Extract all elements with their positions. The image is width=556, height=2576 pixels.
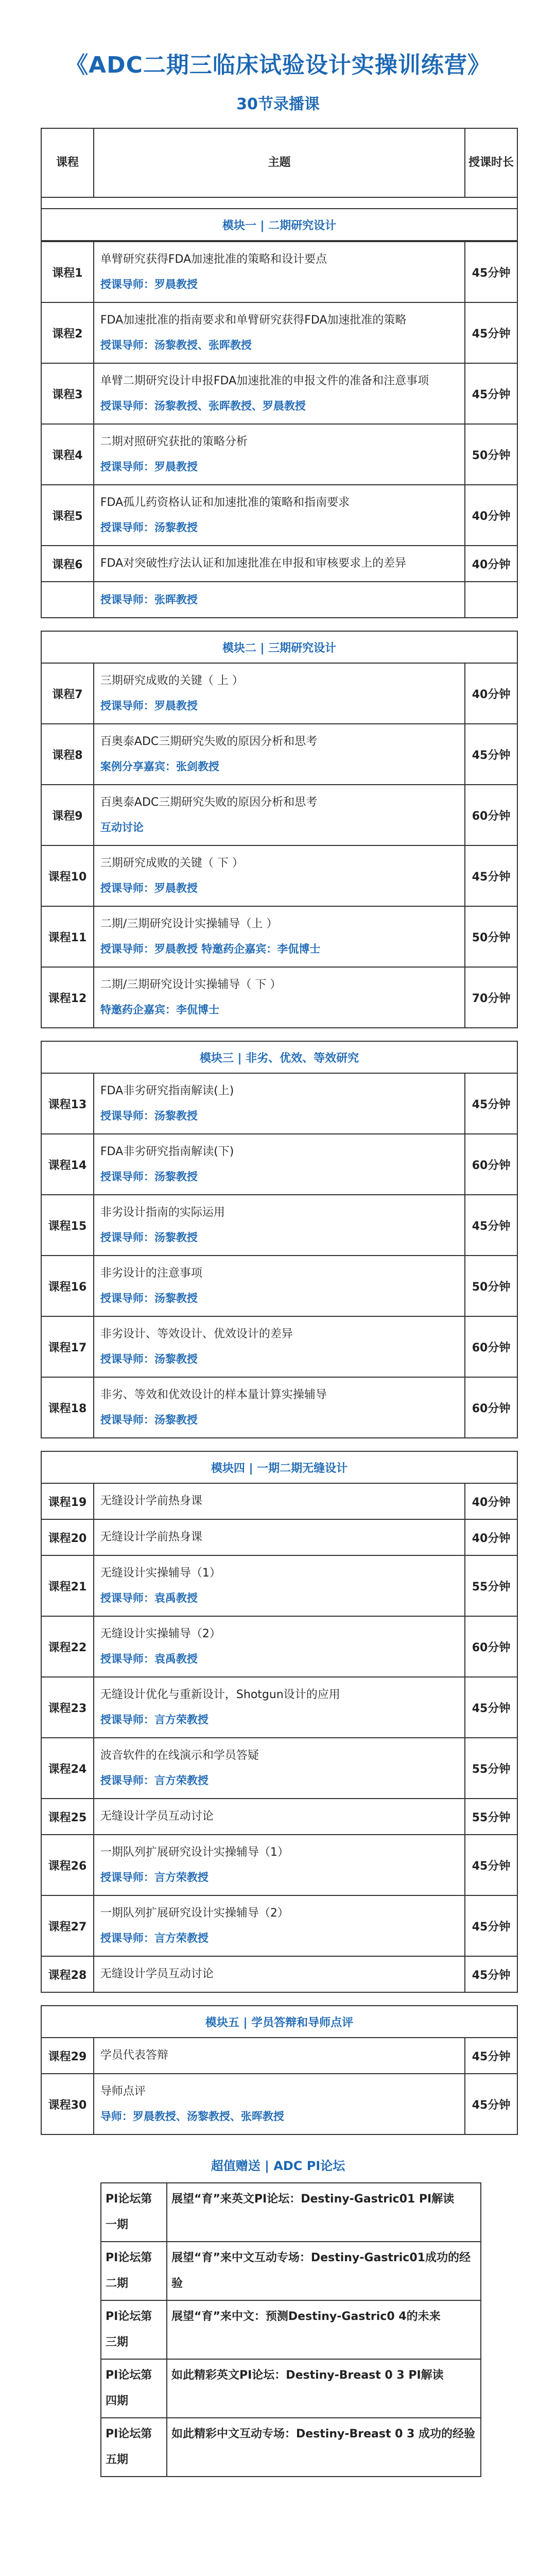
course-topic: 波音软件的在线演示和学员答疑 xyxy=(100,1749,259,1762)
course-duration: 45分钟 xyxy=(465,242,517,302)
pi-forum-label: PI论坛第一期 xyxy=(101,2183,167,2242)
course-id: 课程11 xyxy=(41,906,94,967)
course-id: 课程7 xyxy=(41,663,94,724)
course-topic-cell xyxy=(94,546,465,582)
module-label: 模块四 | 一期二期无缝设计 xyxy=(41,1451,517,1483)
pi-forum-topic: 展望“育”来英文PI论坛：Destiny-Gastric01 PI解读 xyxy=(167,2183,481,2242)
spacer-cell xyxy=(41,1028,517,1041)
pi-forum-title: 超值赠送 | ADC PI论坛 xyxy=(211,2159,345,2173)
module-row xyxy=(41,209,517,241)
course-topic-cell xyxy=(94,724,465,785)
course-topic-cell xyxy=(94,1895,465,1956)
module-row xyxy=(41,2006,517,2038)
table-row xyxy=(41,1073,517,1134)
table-row xyxy=(41,1316,517,1377)
course-topic: 学员代表答辩 xyxy=(100,2049,168,2062)
spacer-cell xyxy=(41,1438,517,1451)
course-id: 课程3 xyxy=(41,363,94,424)
course-duration: 40分钟 xyxy=(465,1519,517,1555)
course-topic: 无缝设计优化与重新设计，Shotgun设计的应用 xyxy=(100,1688,340,1701)
table-row xyxy=(41,242,517,302)
course-duration xyxy=(465,582,517,618)
course-duration: 70分钟 xyxy=(465,967,517,1028)
course-duration: 50分钟 xyxy=(465,1256,517,1316)
course-id: 课程30 xyxy=(41,2074,94,2134)
course-duration: 45分钟 xyxy=(465,1073,517,1134)
course-teacher: 授课导师：汤黎教授、张晖教授 xyxy=(100,339,252,351)
course-duration: 60分钟 xyxy=(465,1616,517,1677)
course-id: 课程23 xyxy=(41,1677,94,1738)
course-duration: 45分钟 xyxy=(465,1956,517,1992)
table-row xyxy=(41,485,517,546)
course-topic: 非劣设计的注意事项 xyxy=(100,1267,202,1280)
course-duration: 45分钟 xyxy=(465,724,517,785)
spacer xyxy=(41,1028,517,1041)
page-subtitle: 30节录播课 xyxy=(236,95,320,113)
module-label: 模块五 | 学员答辩和导师点评 xyxy=(41,2006,517,2038)
course-topic-cell xyxy=(94,242,465,302)
course-topic: 单臂二期研究设计申报FDA加速批准的申报文件的准备和注意事项 xyxy=(100,375,429,387)
pi-forum-label: PI论坛第五期 xyxy=(101,2418,167,2477)
course-id: 课程29 xyxy=(41,2038,94,2074)
table-row xyxy=(41,967,517,1028)
course-id: 课程2 xyxy=(41,302,94,363)
table-row xyxy=(41,1835,517,1895)
pi-forum-label: PI论坛第三期 xyxy=(101,2300,167,2359)
course-duration: 55分钟 xyxy=(465,1799,517,1835)
course-topic: 单臂研究获得FDA加速批准的策略和设计要点 xyxy=(100,253,327,266)
course-duration: 55分钟 xyxy=(465,1555,517,1616)
course-duration: 45分钟 xyxy=(465,363,517,424)
table-row xyxy=(41,845,517,906)
table-row xyxy=(41,663,517,724)
table-row xyxy=(41,1195,517,1256)
course-teacher: 授课导师：袁禹教授 xyxy=(100,1592,198,1604)
course-topic: FDA孤儿药资格认证和加速批准的策略和指南要求 xyxy=(100,496,350,509)
course-teacher: 导师：罗晨教授、汤黎教授、张晖教授 xyxy=(100,2110,284,2123)
course-teacher: 授课导师：罗晨教授 特邀药企嘉宾：李侃博士 xyxy=(100,943,321,955)
course-teacher: 授课导师：汤黎教授 xyxy=(100,1292,198,1304)
course-teacher: 授课导师：罗晨教授 xyxy=(100,700,198,712)
course-teacher: 授课导师：汤黎教授 xyxy=(100,1171,198,1183)
pi-forum-topic: 如此精彩中文互动专场：Destiny-Breast 0 3 成功的经验 xyxy=(167,2418,481,2477)
course-topic: 二期/三期研究设计实操辅导（ 下 ） xyxy=(100,978,282,991)
course-teacher: 互动讨论 xyxy=(100,821,144,834)
course-teacher: 授课导师：罗晨教授 xyxy=(100,461,198,473)
spacer xyxy=(41,197,517,209)
course-duration: 45分钟 xyxy=(465,2038,517,2074)
course-teacher: 授课导师：汤黎教授 xyxy=(100,1231,198,1244)
table-row xyxy=(41,1616,517,1677)
course-teacher: 授课导师：汤黎教授 xyxy=(100,1110,198,1122)
table-row xyxy=(41,363,517,424)
table-row xyxy=(41,1134,517,1195)
course-id: 课程14 xyxy=(41,1134,94,1195)
course-topic: 一期队列扩展研究设计实操辅导（1） xyxy=(100,1846,289,1859)
course-duration: 40分钟 xyxy=(465,546,517,582)
course-topic-cell xyxy=(94,663,465,724)
table-row xyxy=(41,1256,517,1316)
course-topic-cell xyxy=(94,485,465,546)
course-id xyxy=(41,582,94,618)
course-topic-cell xyxy=(94,1519,465,1555)
table-row xyxy=(41,1895,517,1956)
course-duration: 60分钟 xyxy=(465,785,517,845)
pi-forum-label: PI论坛第二期 xyxy=(101,2242,167,2300)
spacer xyxy=(41,1992,517,2006)
course-id: 课程22 xyxy=(41,1616,94,1677)
course-id: 课程15 xyxy=(41,1195,94,1256)
table-row xyxy=(41,906,517,967)
pi-forum-row xyxy=(101,2359,481,2418)
spacer xyxy=(41,618,517,631)
course-topic: 三期研究成败的关键（ 下 ） xyxy=(100,857,244,870)
course-topic: FDA非劣研究指南解读(下) xyxy=(100,1145,234,1158)
course-duration: 45分钟 xyxy=(465,845,517,906)
course-topic: 非劣设计指南的实际运用 xyxy=(100,1206,225,1219)
table-row xyxy=(41,724,517,785)
course-id: 课程12 xyxy=(41,967,94,1028)
course-topic: FDA非劣研究指南解读(上) xyxy=(100,1084,234,1097)
course-id: 课程25 xyxy=(41,1799,94,1835)
course-id: 课程28 xyxy=(41,1956,94,1992)
course-topic-cell xyxy=(94,785,465,845)
pi-forum-row xyxy=(101,2300,481,2359)
module-label: 模块二 | 三期研究设计 xyxy=(41,631,517,663)
course-teacher: 案例分享嘉宾：张剑教授 xyxy=(100,760,219,773)
course-topic-cell xyxy=(94,1134,465,1195)
course-topic-cell xyxy=(94,1555,465,1616)
page-title: 《ADC二期三临床试验设计实操训练营》 xyxy=(65,52,491,78)
course-id: 课程5 xyxy=(41,485,94,546)
pi-forum-row xyxy=(101,2242,481,2300)
course-topic-cell xyxy=(94,1835,465,1895)
course-topic: 无缝设计学前热身课 xyxy=(100,1495,202,1507)
course-teacher: 授课导师：言方荣教授 xyxy=(100,1871,208,1884)
course-topic: 无缝设计学员互动讨论 xyxy=(100,1968,214,1980)
course-duration: 60分钟 xyxy=(465,1377,517,1438)
table-row xyxy=(41,302,517,363)
course-id: 课程10 xyxy=(41,845,94,906)
course-topic-cell xyxy=(94,906,465,967)
table-header-row xyxy=(41,128,517,197)
pi-forum-row xyxy=(101,2183,481,2242)
course-topic: 无缝设计实操辅导（1） xyxy=(100,1567,221,1580)
course-topic: 无缝设计学前热身课 xyxy=(100,1531,202,1544)
course-topic-cell xyxy=(94,2074,465,2134)
pi-forum-row xyxy=(101,2418,481,2477)
course-teacher: 授课导师：袁禹教授 xyxy=(100,1653,198,1665)
course-topic: FDA加速批准的指南要求和单臂研究获得FDA加速批准的策略 xyxy=(100,314,407,327)
course-topic: 二期对照研究获批的策略分析 xyxy=(100,435,248,448)
course-topic: 无缝设计学员互动讨论 xyxy=(100,1810,214,1823)
spacer xyxy=(41,1438,517,1451)
module-row xyxy=(41,631,517,663)
course-topic-cell xyxy=(94,1799,465,1835)
header-course: 课程 xyxy=(41,128,94,197)
pi-forum-label: PI论坛第四期 xyxy=(101,2359,167,2418)
course-id: 课程1 xyxy=(41,242,94,302)
course-topic: 一期队列扩展研究设计实操辅导（2） xyxy=(100,1907,289,1920)
course-teacher: 授课导师：汤黎教授 xyxy=(100,1353,198,1365)
course-teacher: 授课导师：汤黎教授 xyxy=(100,1414,198,1426)
course-topic-cell xyxy=(94,1195,465,1256)
pi-forum-topic: 展望“育”来中文互动专场：Destiny-Gastric01成功的经验 xyxy=(167,2242,481,2300)
table-row xyxy=(41,1677,517,1738)
course-topic: 百奥泰ADC三期研究失败的原因分析和思考 xyxy=(100,796,318,809)
course-teacher: 授课导师：言方荣教授 xyxy=(100,1932,208,1944)
course-topic-cell xyxy=(94,1256,465,1316)
course-duration: 45分钟 xyxy=(465,302,517,363)
table-row xyxy=(41,2038,517,2074)
course-id: 课程27 xyxy=(41,1895,94,1956)
course-duration: 40分钟 xyxy=(465,663,517,724)
course-teacher: 授课导师：言方荣教授 xyxy=(100,1714,208,1726)
course-topic-cell xyxy=(94,1738,465,1799)
course-topic: 二期/三期研究设计实操辅导（上 ） xyxy=(100,918,278,930)
course-topic-cell xyxy=(94,1616,465,1677)
table-row xyxy=(41,785,517,845)
table-row xyxy=(41,1377,517,1438)
course-id: 课程8 xyxy=(41,724,94,785)
course-topic-cell xyxy=(94,1073,465,1134)
course-id: 课程26 xyxy=(41,1835,94,1895)
table-row xyxy=(41,424,517,485)
pi-forum-topic: 展望“育”来中文：预测Destiny-Gastric0 4的未来 xyxy=(167,2300,481,2359)
course-topic: 无缝设计实操辅导（2） xyxy=(100,1628,221,1640)
course-duration: 40分钟 xyxy=(465,1483,517,1519)
header-duration: 授课时长 xyxy=(465,128,517,197)
course-topic-cell xyxy=(94,845,465,906)
course-id: 课程16 xyxy=(41,1256,94,1316)
course-duration: 45分钟 xyxy=(465,1195,517,1256)
course-topic-cell xyxy=(94,2038,465,2074)
course-topic-cell xyxy=(94,424,465,485)
course-duration: 40分钟 xyxy=(465,485,517,546)
course-topic-cell xyxy=(94,1677,465,1738)
course-teacher: 授课导师：言方荣教授 xyxy=(100,1774,208,1787)
course-id: 课程19 xyxy=(41,1483,94,1519)
module-row xyxy=(41,1041,517,1073)
course-duration: 60分钟 xyxy=(465,1134,517,1195)
course-duration: 50分钟 xyxy=(465,906,517,967)
module-row xyxy=(41,1451,517,1483)
course-duration: 55分钟 xyxy=(465,1738,517,1799)
module-label: 模块三 | 非劣、优效、等效研究 xyxy=(41,1041,517,1073)
course-topic-cell xyxy=(94,1483,465,1519)
course-id: 课程20 xyxy=(41,1519,94,1555)
course-id: 课程9 xyxy=(41,785,94,845)
course-topic-cell xyxy=(94,302,465,363)
course-id: 课程24 xyxy=(41,1738,94,1799)
course-duration: 50分钟 xyxy=(465,424,517,485)
spacer-cell xyxy=(41,618,517,631)
table-row xyxy=(41,1738,517,1799)
course-teacher: 授课导师：罗晨教授 xyxy=(100,882,198,894)
pi-forum-topic: 如此精彩英文PI论坛：Destiny-Breast 0 3 PI解读 xyxy=(167,2359,481,2418)
course-topic-cell xyxy=(94,363,465,424)
course-topic: 非劣设计、等效设计、优效设计的差异 xyxy=(100,1328,293,1341)
course-id: 课程18 xyxy=(41,1377,94,1438)
header-topic: 主题 xyxy=(94,128,465,197)
table-row xyxy=(41,1519,517,1555)
table-row xyxy=(41,582,517,618)
course-duration: 45分钟 xyxy=(465,2074,517,2134)
course-topic-cell xyxy=(94,582,465,618)
table-row xyxy=(41,1956,517,1992)
course-topic: 三期研究成败的关键（ 上 ） xyxy=(100,674,244,687)
table-row xyxy=(41,1483,517,1519)
course-id: 课程21 xyxy=(41,1555,94,1616)
course-duration: 45分钟 xyxy=(465,1895,517,1956)
course-id: 课程6 xyxy=(41,546,94,582)
course-duration: 60分钟 xyxy=(465,1316,517,1377)
course-topic-cell xyxy=(94,967,465,1028)
course-id: 课程4 xyxy=(41,424,94,485)
course-table-body xyxy=(41,241,518,2135)
table-row xyxy=(41,1799,517,1835)
course-teacher: 授课导师：汤黎教授 xyxy=(100,521,198,534)
course-teacher: 授课导师：张晖教授 xyxy=(100,594,198,606)
course-topic-cell xyxy=(94,1956,465,1992)
course-teacher: 授课导师：汤黎教授、张晖教授、罗晨教授 xyxy=(100,400,306,412)
course-topic: 非劣、等效和优效设计的样本量计算实操辅导 xyxy=(100,1388,327,1401)
course-topic: FDA对突破性疗法认证和加速批准在申报和审核要求上的差异 xyxy=(100,557,407,570)
table-row xyxy=(41,546,517,582)
course-topic: 导师点评 xyxy=(100,2085,146,2098)
table-row xyxy=(41,1555,517,1616)
pi-forum-table xyxy=(100,2182,481,2477)
course-topic-cell xyxy=(94,1316,465,1377)
course-duration: 45分钟 xyxy=(465,1835,517,1895)
course-id: 课程13 xyxy=(41,1073,94,1134)
course-topic-cell xyxy=(94,1377,465,1438)
course-topic: 百奥泰ADC三期研究失败的原因分析和思考 xyxy=(100,735,318,748)
table-row xyxy=(41,2074,517,2134)
spacer-cell xyxy=(41,1992,517,2006)
course-duration: 45分钟 xyxy=(465,1677,517,1738)
course-teacher: 特邀药企嘉宾：李侃博士 xyxy=(100,1004,219,1016)
course-id: 课程17 xyxy=(41,1316,94,1377)
module-label: 模块一 | 二期研究设计 xyxy=(41,209,517,241)
course-teacher: 授课导师：罗晨教授 xyxy=(100,278,198,291)
course-table xyxy=(41,128,518,241)
